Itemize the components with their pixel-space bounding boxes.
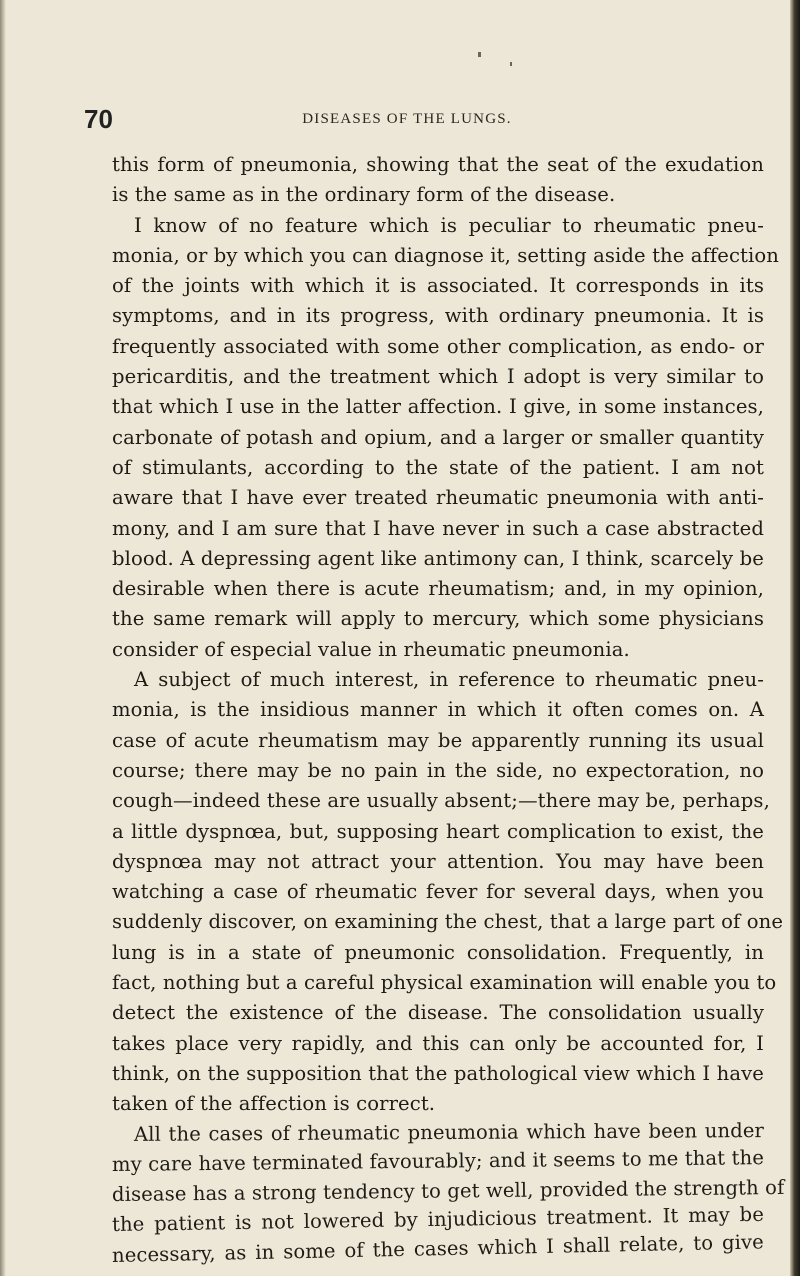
text-line: desirable when there is acute rheumatism; and, in my opinion, xyxy=(112,577,764,601)
text-line: that which I use in the latter affection. I give, in some instances, xyxy=(112,395,764,419)
page-number: 70 xyxy=(84,104,113,134)
page-right-edge xyxy=(790,0,800,1276)
text-line: All the cases of rheumatic pneumonia which have been under xyxy=(133,1118,765,1146)
text-line: lung is in a state of pneumonic consolidation. Frequently, in xyxy=(112,940,764,964)
text-line: taken of the affection is correct. xyxy=(112,1092,436,1116)
text-line: detect the existence of the disease. The consolidation usually xyxy=(112,1001,764,1025)
text-line: symptoms, and in its progress, with ordinary pneumonia. It is xyxy=(112,304,764,328)
running-head xyxy=(84,104,770,134)
text-line: the same remark will apply to mercury, which some physicians xyxy=(112,607,764,631)
text-line: suddenly discover, on examining the chest, that a large part of one xyxy=(112,910,784,934)
text-line: necessary, as in some of the cases which I shall relate, to give xyxy=(111,1230,765,1267)
text-line: is the same as in the ordinary form of the disease. xyxy=(112,183,616,207)
text-line: I know of no feature which is peculiar to rheumatic pneu- xyxy=(134,213,764,237)
text-line: monia, is the insidious manner in which it often comes on. A xyxy=(112,698,764,722)
text-line: think, on the supposition that the pathological view which I have xyxy=(112,1061,764,1085)
text-line: carbonate of potash and opium, and a larger or smaller quantity xyxy=(112,425,764,449)
text-line: pericarditis, and the treatment which I adopt is very similar to xyxy=(112,365,764,389)
text-line: consider of especial value in rheumatic pneumonia. xyxy=(112,637,630,661)
text-line: my care have terminated favourably; and it seems to me that the xyxy=(111,1145,765,1176)
scan-speck xyxy=(510,62,512,66)
text-line: watching a case of rheumatic fever for several days, when you xyxy=(112,880,764,904)
text-line: dyspnœa may not attract your attention. You may have been xyxy=(112,849,764,873)
text-line: cough—indeed these are usually absent;—there may be, perhaps, xyxy=(112,789,770,813)
text-line: takes place very rapidly, and this can only be accounted for, I xyxy=(112,1031,764,1055)
text-line: course; there may be no pain in the side, no expectoration, no xyxy=(112,758,764,782)
page-left-shadow xyxy=(0,0,6,1276)
text-line: of the joints with which it is associated. It corresponds in its xyxy=(112,274,764,298)
text-line: monia, or by which you can diagnose it, setting aside the affection xyxy=(112,243,780,267)
text-line: frequently associated with some other complication, as endo- or xyxy=(112,334,764,358)
scan-speck xyxy=(478,52,481,57)
text-line: aware that I have ever treated rheumatic pneumonia with anti- xyxy=(112,486,764,510)
text-line: of stimulants, according to the state of the patient. I am not xyxy=(112,455,764,479)
text-line: case of acute rheumatism may be apparently running its usual xyxy=(112,728,764,752)
text-line: a little dyspnœa, but, supposing heart complication to exist, the xyxy=(112,819,764,843)
running-title: DISEASES OF THE LUNGS. xyxy=(302,111,512,127)
text-line: the patient is not lowered by injudicious treatment. It may be xyxy=(111,1203,765,1237)
body-text xyxy=(111,150,785,1271)
text-line: mony, and I am sure that I have never in such a case abstracted xyxy=(112,516,764,540)
text-line: disease has a strong tendency to get well, provided the strength of xyxy=(111,1176,785,1207)
text-line: blood. A depressing agent like antimony can, I think, scarcely be xyxy=(112,546,764,570)
text-line: A subject of much interest, in reference to rheumatic pneu- xyxy=(134,668,764,692)
text-line: fact, nothing but a careful physical examination will enable you to xyxy=(112,971,777,995)
text-line: this form of pneumonia, showing that the seat of the exudation xyxy=(112,153,764,176)
